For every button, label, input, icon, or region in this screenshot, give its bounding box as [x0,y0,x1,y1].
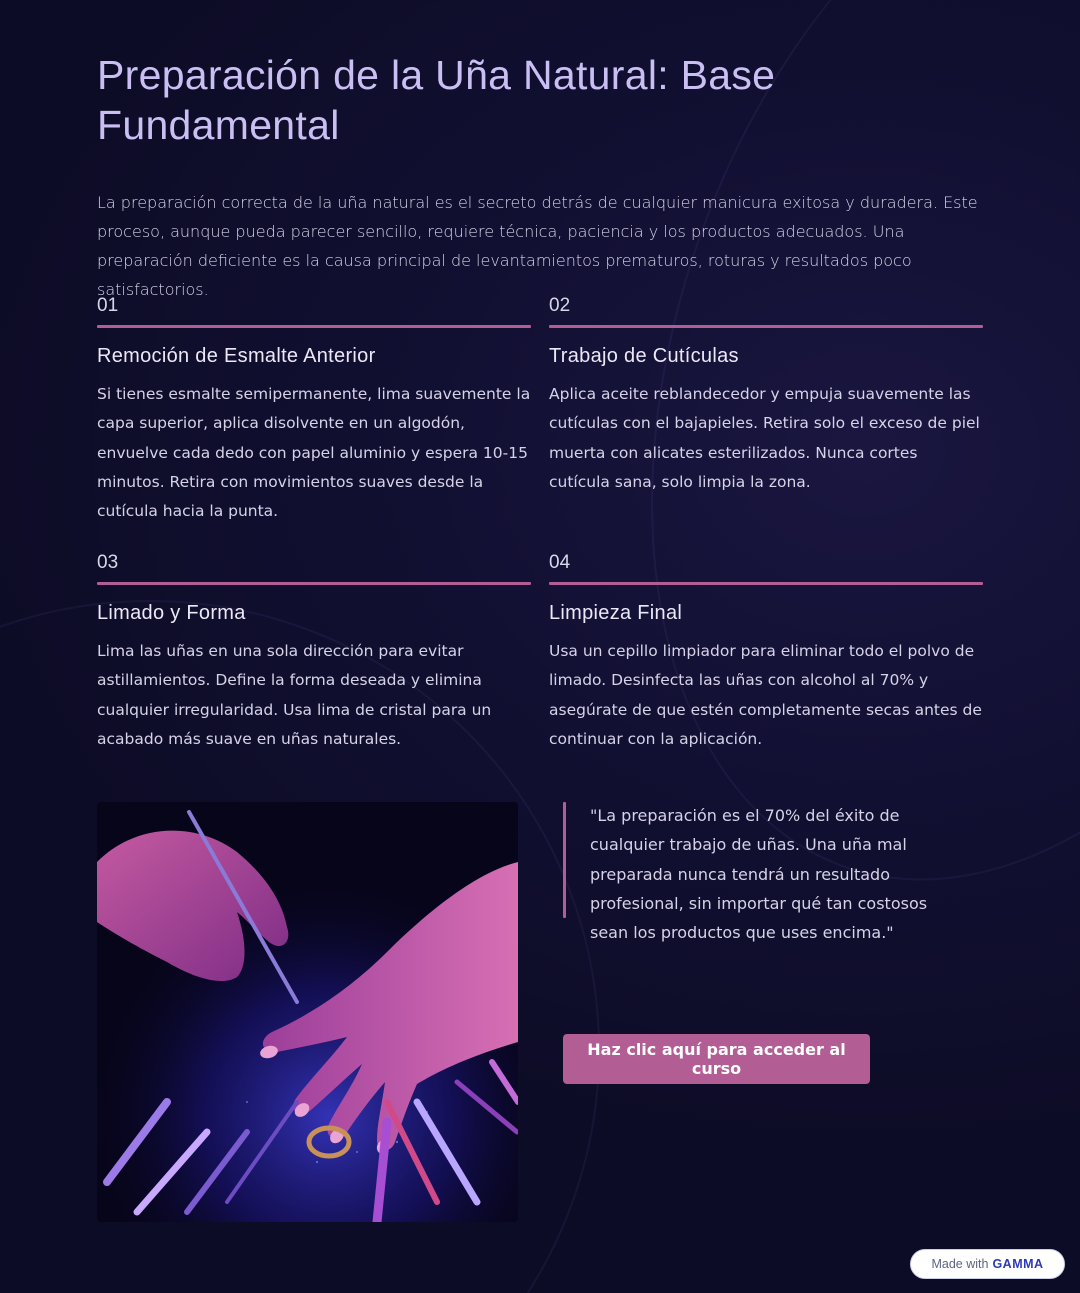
step-divider [549,325,983,328]
step-body: Lima las uñas en una sola dirección para evitar astillamientos. Define la forma deseada y elimina cualquier irregularidad. Usa lima de cristal para un acabado más suave en uñas naturales. [97,642,492,748]
step-card [97,549,531,754]
step-divider [97,582,531,585]
step-divider [97,325,531,328]
quote-text: "La preparación es el 70% del éxito de cualquier trabajo de uñas. Una uña mal preparada nunca tendrá un resultado profesional, sin importar qué tan costosos sean los productos que uses encima." [590,806,928,943]
step-card [97,292,531,526]
step-body: Aplica aceite reblandecedor y empuja suavemente las cutículas con el bajapieles. Retira solo el exceso de piel muerta con alicates esterilizados. Nunca cortes cutícula sana, solo limpia la zona. [549,385,980,491]
step-title: Limpieza Final [549,602,683,624]
step-number: 04 [549,552,571,573]
step-title: Trabajo de Cutículas [549,345,739,367]
step-divider [549,582,983,585]
step-card [549,549,983,754]
step-number: 01 [97,295,119,316]
step-number: 03 [97,552,119,573]
quote-accent-bar [563,802,566,918]
intro-paragraph: La preparación correcta de la uña natural es el secreto detrás de cualquier manicura exitosa y duradera. Este proceso, aunque pueda parecer sencillo, requiere técnica, paciencia y los productos adecuados. Una preparación deficiente es la causa principal de levantamientos prematuros, roturas y resultados poco satisfactorios. [97,193,978,299]
step-title: Limado y Forma [97,602,246,624]
gamma-logo: GAMMA [992,1257,1044,1271]
step-title: Remoción de Esmalte Anterior [97,345,376,367]
access-course-button[interactable]: Haz clic aquí para acceder al curso [563,1034,870,1084]
step-number: 02 [549,295,571,316]
step-card [549,292,983,497]
badge-prefix: Made with [931,1257,989,1271]
step-body: Si tienes esmalte semipermanente, lima suavemente la capa superior, aplica disolvente en un algodón, envuelve cada dedo con papel aluminio y espera 10-15 minutos. Retira con movimientos suaves desde la cutícula hacia la punta. [97,385,531,521]
page-title: Preparación de la Uña Natural: Base Fundamental [97,52,776,148]
manicure-illustration [97,802,518,1222]
made-with-gamma-badge[interactable] [910,1249,1065,1279]
manicure-photo [97,802,518,1222]
step-body: Usa un cepillo limpiador para eliminar todo el polvo de limado. Desinfecta las uñas con alcohol al 70% y asegúrate de que estén completamente secas antes de continuar con la aplicación. [549,642,982,748]
